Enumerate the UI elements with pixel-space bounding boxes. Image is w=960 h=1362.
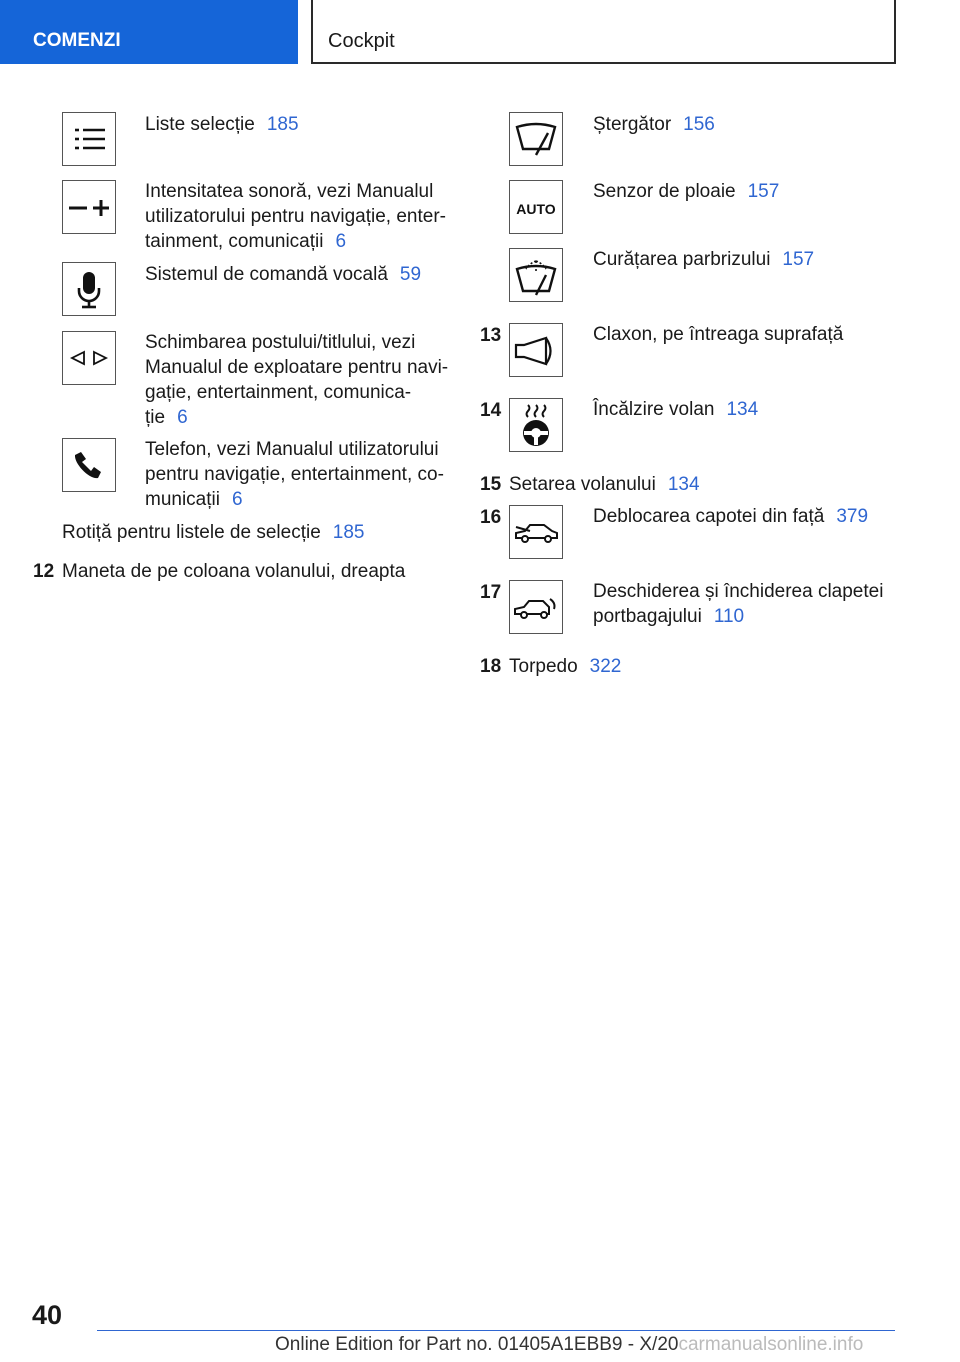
- list-item: Sistemul de comandă vocală 59: [145, 264, 422, 285]
- svg-text:AUTO: AUTO: [516, 201, 556, 217]
- rain-sensor-icon: [509, 180, 563, 234]
- list-item: Ștergător 156: [593, 114, 715, 135]
- list-item: Liste selecție 185: [145, 114, 299, 135]
- watermark: carmanualsonline.info: [678, 1334, 864, 1355]
- item-number: 15: [480, 474, 502, 495]
- footer-edition: Online Edition for Part no. 01405A1EBB9 - X/20carmanualsonline.info: [275, 1334, 864, 1355]
- list-item: Telefon, vezi Manualul utilizatorului pentru navigație, entertainment, co- municații 6: [145, 439, 444, 510]
- track-arrows-icon: [62, 331, 116, 385]
- item-number: 16: [480, 507, 502, 528]
- steering-heat-icon: [509, 398, 563, 452]
- list-icon: [62, 112, 116, 166]
- microphone-icon: [62, 262, 116, 316]
- item-number: 12: [33, 561, 55, 582]
- list-item: Claxon, pe întreaga suprafață: [593, 324, 844, 345]
- list-item: Maneta de pe coloana volanului, dreapta: [62, 561, 406, 582]
- phone-icon: [62, 438, 116, 492]
- list-item: Curățarea parbrizului 157: [593, 249, 815, 270]
- volume-icon: [62, 180, 116, 234]
- wiper-icon: [509, 112, 563, 166]
- page-title: Cockpit: [311, 0, 896, 64]
- page-number: 40: [32, 1300, 63, 1330]
- list-item: Setarea volanului 134: [509, 474, 700, 495]
- list-item: Rotiță pentru listele de selecție 185: [62, 522, 365, 543]
- washer-icon: [509, 248, 563, 302]
- list-item: Schimbarea postului/titlului, vezi Manualul de exploatare pentru navi- gație, entertainment, comunica- ție 6: [145, 332, 449, 428]
- hood-release-icon: [509, 505, 563, 559]
- list-item: Senzor de ploaie 157: [593, 181, 780, 202]
- item-number: 17: [480, 582, 502, 603]
- section-tab: COMENZI: [0, 0, 298, 64]
- item-number: 18: [480, 656, 502, 677]
- list-item: Deschiderea și închiderea clapetei portbagajului 110: [593, 581, 884, 627]
- list-item: Intensitatea sonoră, vezi Manualul utilizatorului pentru navigație, enter- tainment, comunicații 6: [145, 181, 447, 252]
- list-item: Deblocarea capotei din față 379: [593, 506, 869, 527]
- list-item: Torpedo 322: [509, 656, 622, 677]
- list-item: Încălzire volan 134: [593, 399, 759, 420]
- item-number: 13: [480, 325, 502, 346]
- horn-icon: [509, 323, 563, 377]
- footer-divider: [97, 1330, 895, 1331]
- item-number: 14: [480, 400, 502, 421]
- tailgate-icon: [509, 580, 563, 634]
